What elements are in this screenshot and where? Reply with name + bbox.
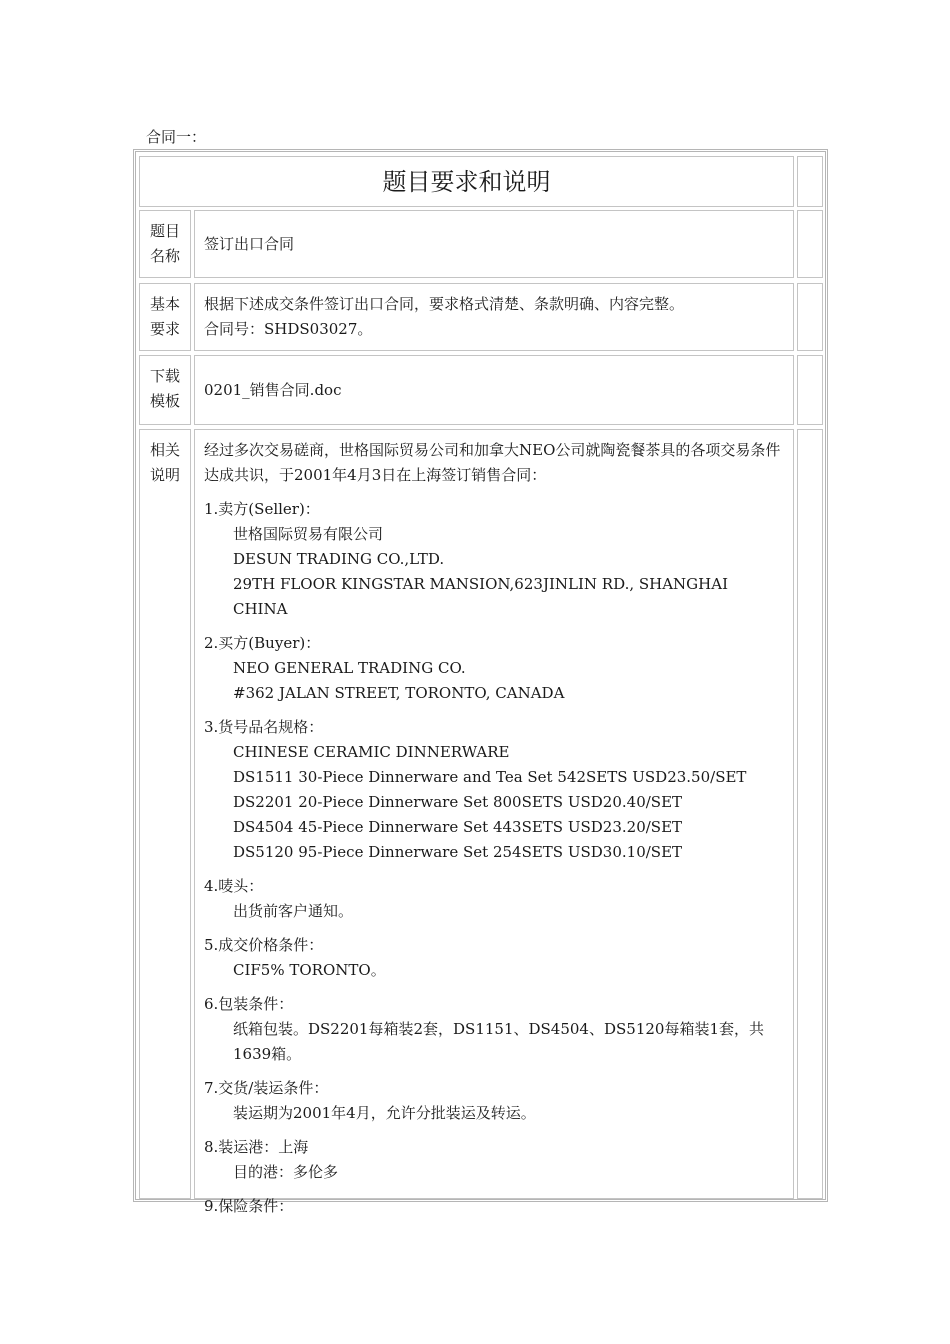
packing-heading: 6.包装条件： (204, 995, 294, 1013)
seller-line: 世格国际贸易有限公司 (233, 525, 384, 543)
price-heading: 5.成交价格条件： (204, 936, 324, 954)
contract-label: 合同一： (146, 128, 207, 146)
seller-heading: 1.卖方(Seller)： (204, 500, 320, 518)
seller-section (204, 497, 787, 622)
buyer-line: #362 JALAN STREET, TORONTO, CANADA (233, 684, 565, 702)
marks-heading: 4.唛头： (204, 877, 264, 895)
value-notes (194, 429, 794, 1215)
label-download: 下载模板 (139, 355, 191, 425)
marks-section (204, 874, 787, 924)
packing-section (204, 992, 787, 1067)
side-cell (797, 429, 823, 1199)
seller-line: DESUN TRADING CO.,LTD. (233, 550, 445, 568)
value-name: 签订出口合同 (194, 210, 794, 278)
requirements-table (133, 149, 828, 1215)
side-cell (797, 283, 823, 351)
buyer-section (204, 631, 787, 706)
shipment-section (204, 1076, 787, 1126)
packing-line: 纸箱包装。DS2201每箱装2套，DS1151、DS4504、DS5120每箱装1套，共1639箱。 (233, 1020, 764, 1063)
side-cell (797, 355, 823, 425)
price-section (204, 933, 787, 983)
insurance-heading: 9.保险条件： (204, 1197, 294, 1215)
buyer-heading: 2.买方(Buyer)： (204, 634, 321, 652)
ports-line: 目的港：多伦多 (233, 1163, 339, 1181)
label-basic: 基本要求 (139, 283, 191, 351)
table-title: 题目要求和说明 (139, 156, 794, 207)
goods-section (204, 715, 787, 865)
goods-heading: 3.货号品名规格： (204, 718, 324, 736)
value-download (194, 355, 794, 425)
contract-number: 合同号：SHDS03027。 (204, 320, 373, 338)
goods-line: DS4504 45-Piece Dinnerware Set 443SETS USD23.20/SET (233, 818, 683, 836)
ports-section (204, 1135, 787, 1185)
value-basic (194, 283, 794, 351)
notes-intro: 经过多次交易磋商，世格国际贸易公司和加拿大NEO公司就陶瓷餐茶具的各项交易条件达成共识，于2001年4月3日在上海签订销售合同： (204, 441, 781, 484)
goods-line: DS2201 20-Piece Dinnerware Set 800SETS USD20.40/SET (233, 793, 683, 811)
side-cell (797, 210, 823, 278)
insurance-section (204, 1194, 787, 1219)
label-name: 题目名称 (139, 210, 191, 278)
label-notes: 相关说明 (139, 429, 191, 1199)
goods-line: DS5120 95-Piece Dinnerware Set 254SETS USD30.10/SET (233, 843, 683, 861)
goods-line: CHINESE CERAMIC DINNERWARE (233, 743, 510, 761)
ports-heading: 8.装运港：上海 (204, 1138, 309, 1156)
seller-line: 29TH FLOOR KINGSTAR MANSION,623JINLIN RD., SHANGHAI CHINA (233, 575, 729, 618)
marks-line: 出货前客户通知。 (233, 902, 354, 920)
template-download-link[interactable]: 0201_销售合同.doc (204, 381, 342, 399)
shipment-heading: 7.交货/装运条件： (204, 1079, 329, 1097)
price-line: CIF5% TORONTO。 (233, 961, 386, 979)
buyer-line: NEO GENERAL TRADING CO. (233, 659, 466, 677)
shipment-line: 装运期为2001年4月，允许分批装运及转运。 (233, 1104, 536, 1122)
goods-line: DS1511 30-Piece Dinnerware and Tea Set 542SETS USD23.50/SET (233, 768, 747, 786)
side-cell (797, 156, 823, 207)
basic-line-1: 根据下述成交条件签订出口合同，要求格式清楚、条款明确、内容完整。 (204, 295, 685, 313)
